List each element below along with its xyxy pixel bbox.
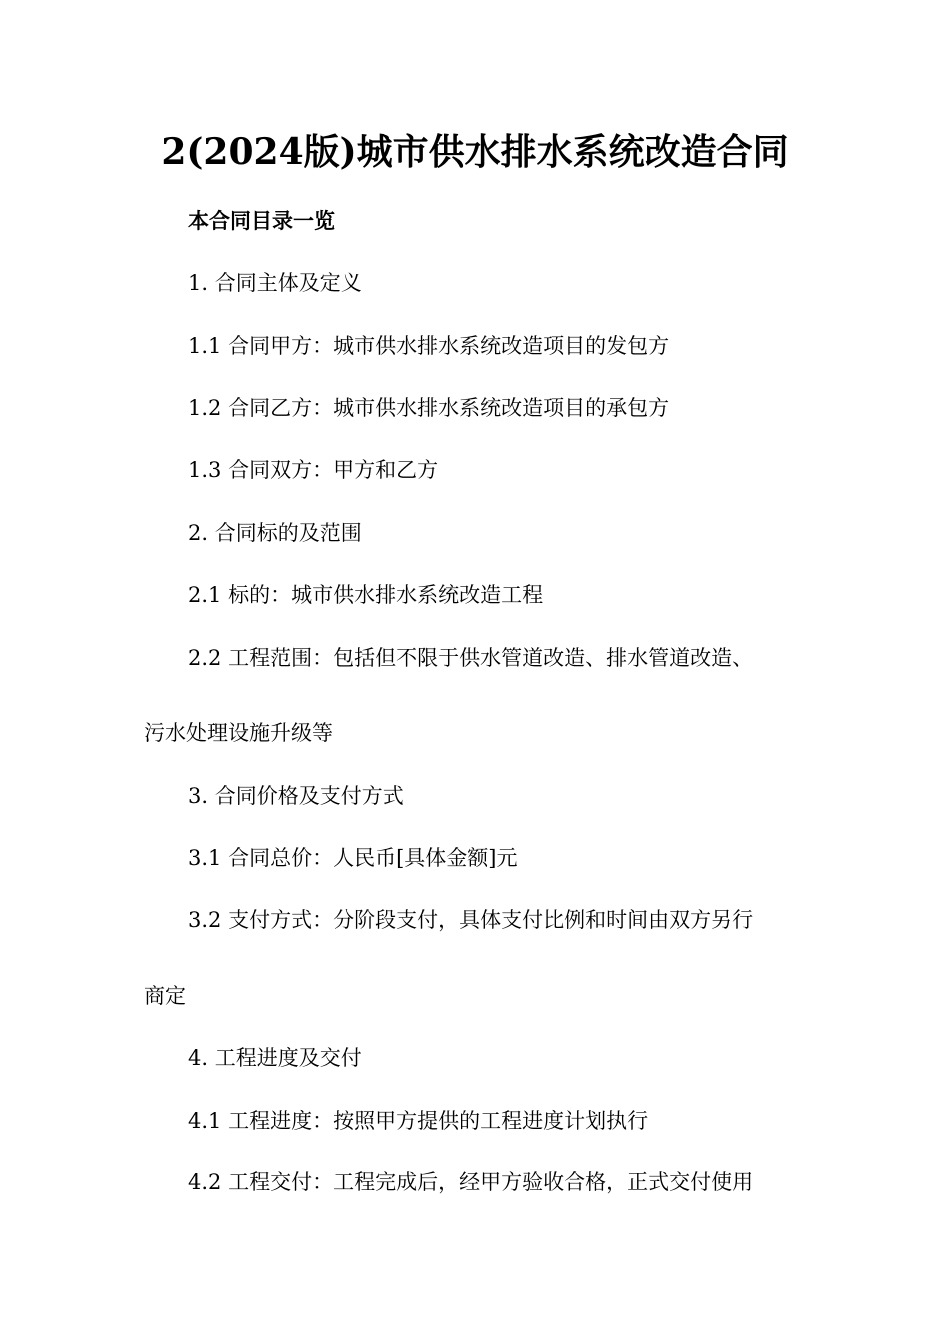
document-title: 2(2024版)城市供水排水系统改造合同: [161, 131, 789, 173]
toc-line-continuation: 商定: [144, 984, 186, 1008]
toc-line: 2.2 工程范围：包括但不限于供水管道改造、排水管道改造、: [188, 646, 754, 670]
toc-line: 1.1 合同甲方：城市供水排水系统改造项目的发包方: [188, 334, 670, 358]
toc-heading: 本合同目录一览: [188, 208, 335, 233]
toc-line: 4.1 工程进度：按照甲方提供的工程进度计划执行: [188, 1109, 649, 1133]
toc-line: 1. 合同主体及定义: [188, 271, 362, 295]
toc-line: 1.3 合同双方：甲方和乙方: [188, 458, 439, 482]
toc-line: 3. 合同价格及支付方式: [188, 784, 404, 808]
toc-line: 3.1 合同总价：人民币[具体金额]元: [188, 846, 518, 870]
toc-line: 2. 合同标的及范围: [188, 521, 362, 545]
toc-line: 2.1 标的：城市供水排水系统改造工程: [188, 583, 544, 607]
toc-line: 1.2 合同乙方：城市供水排水系统改造项目的承包方: [188, 396, 670, 420]
toc-line-continuation: 污水处理设施升级等: [144, 721, 333, 745]
toc-line: 4. 工程进度及交付: [188, 1046, 362, 1070]
toc-line: 3.2 支付方式：分阶段支付，具体支付比例和时间由双方另行: [188, 908, 754, 932]
toc-line: 4.2 工程交付：工程完成后，经甲方验收合格，正式交付使用: [188, 1170, 754, 1194]
